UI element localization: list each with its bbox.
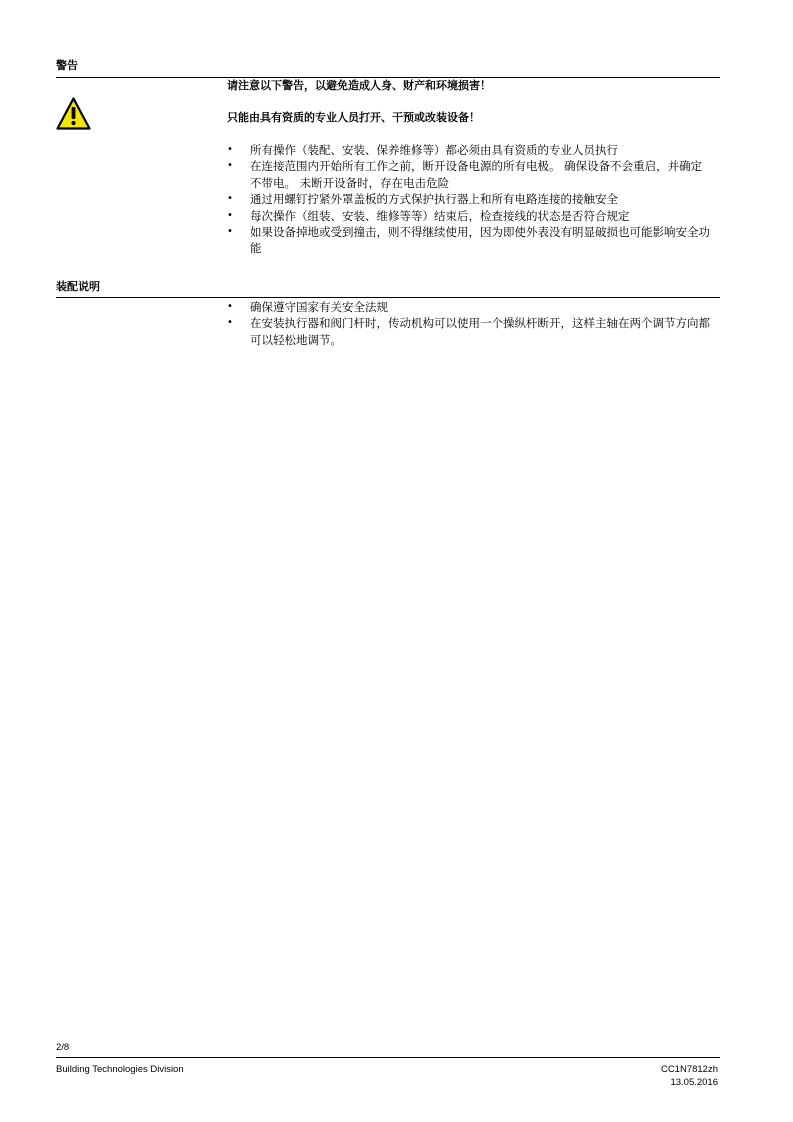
list-item — [227, 224, 712, 257]
division-name: Building Technologies Division — [56, 1064, 184, 1075]
section-divider — [56, 297, 720, 298]
list-item-text: 通过用螺钉拧紧外罩盖板的方式保护执行器上和所有电路连接的接触安全 — [250, 192, 618, 207]
list-item-text: 在连接范围内开始所有工作之前，断开设备电源的所有电极。 确保设备不会重启，并确定不带电。 未断开设备时，存在电击危险 — [250, 159, 703, 190]
list-item — [227, 191, 712, 207]
list-item-text: 如果设备掉地或受到撞击，则不得继续使用，因为即使外表没有明显破损也可能影响安全功能 — [250, 225, 710, 256]
footer-divider — [56, 1057, 720, 1058]
list-item — [227, 142, 712, 158]
list-item-text: 每次操作（组装、安装、维修等等）结束后，检查接线的状态是否符合规定 — [250, 208, 630, 223]
list-item — [227, 158, 712, 191]
bullet-icon: • — [227, 317, 233, 329]
document-code: CC1N7812zh — [660, 1064, 718, 1075]
warning-triangle-icon — [56, 97, 91, 130]
document-date: 13.05.2016 — [670, 1077, 718, 1088]
list-item-text: 所有操作（装配、安装、保养维修等）都必须由具有资质的专业人员执行 — [250, 143, 618, 157]
bullet-icon: • — [227, 209, 233, 221]
assembly-heading: 装配说明 — [56, 280, 100, 293]
bullet-icon: • — [227, 160, 233, 172]
warning-heading: 警告 — [56, 59, 78, 72]
list-item-text: 在安装执行器和阀门杆时，传动机构可以使用一个操纵杆断开，这样主轴在两个调节方向都可以轻松地调节。 — [250, 316, 710, 347]
bullet-icon: • — [227, 144, 233, 155]
assembly-list — [227, 299, 712, 348]
qualified-personnel-notice: 只能由具有资质的专业人员打开、干预或改装设备！ — [227, 111, 480, 124]
section-divider — [56, 77, 720, 78]
list-item — [227, 315, 712, 348]
page-number: 2/8 — [56, 1042, 70, 1053]
warning-intro: 请注意以下警告，以避免造成人身、财产和环境损害！ — [227, 79, 491, 92]
warning-list — [227, 142, 712, 257]
bullet-icon: • — [227, 226, 233, 238]
list-item — [227, 299, 712, 315]
bullet-icon: • — [227, 193, 233, 205]
bullet-icon: • — [227, 301, 233, 312]
list-item-text: 确保遵守国家有关安全法规 — [250, 300, 388, 314]
list-item — [227, 208, 712, 224]
